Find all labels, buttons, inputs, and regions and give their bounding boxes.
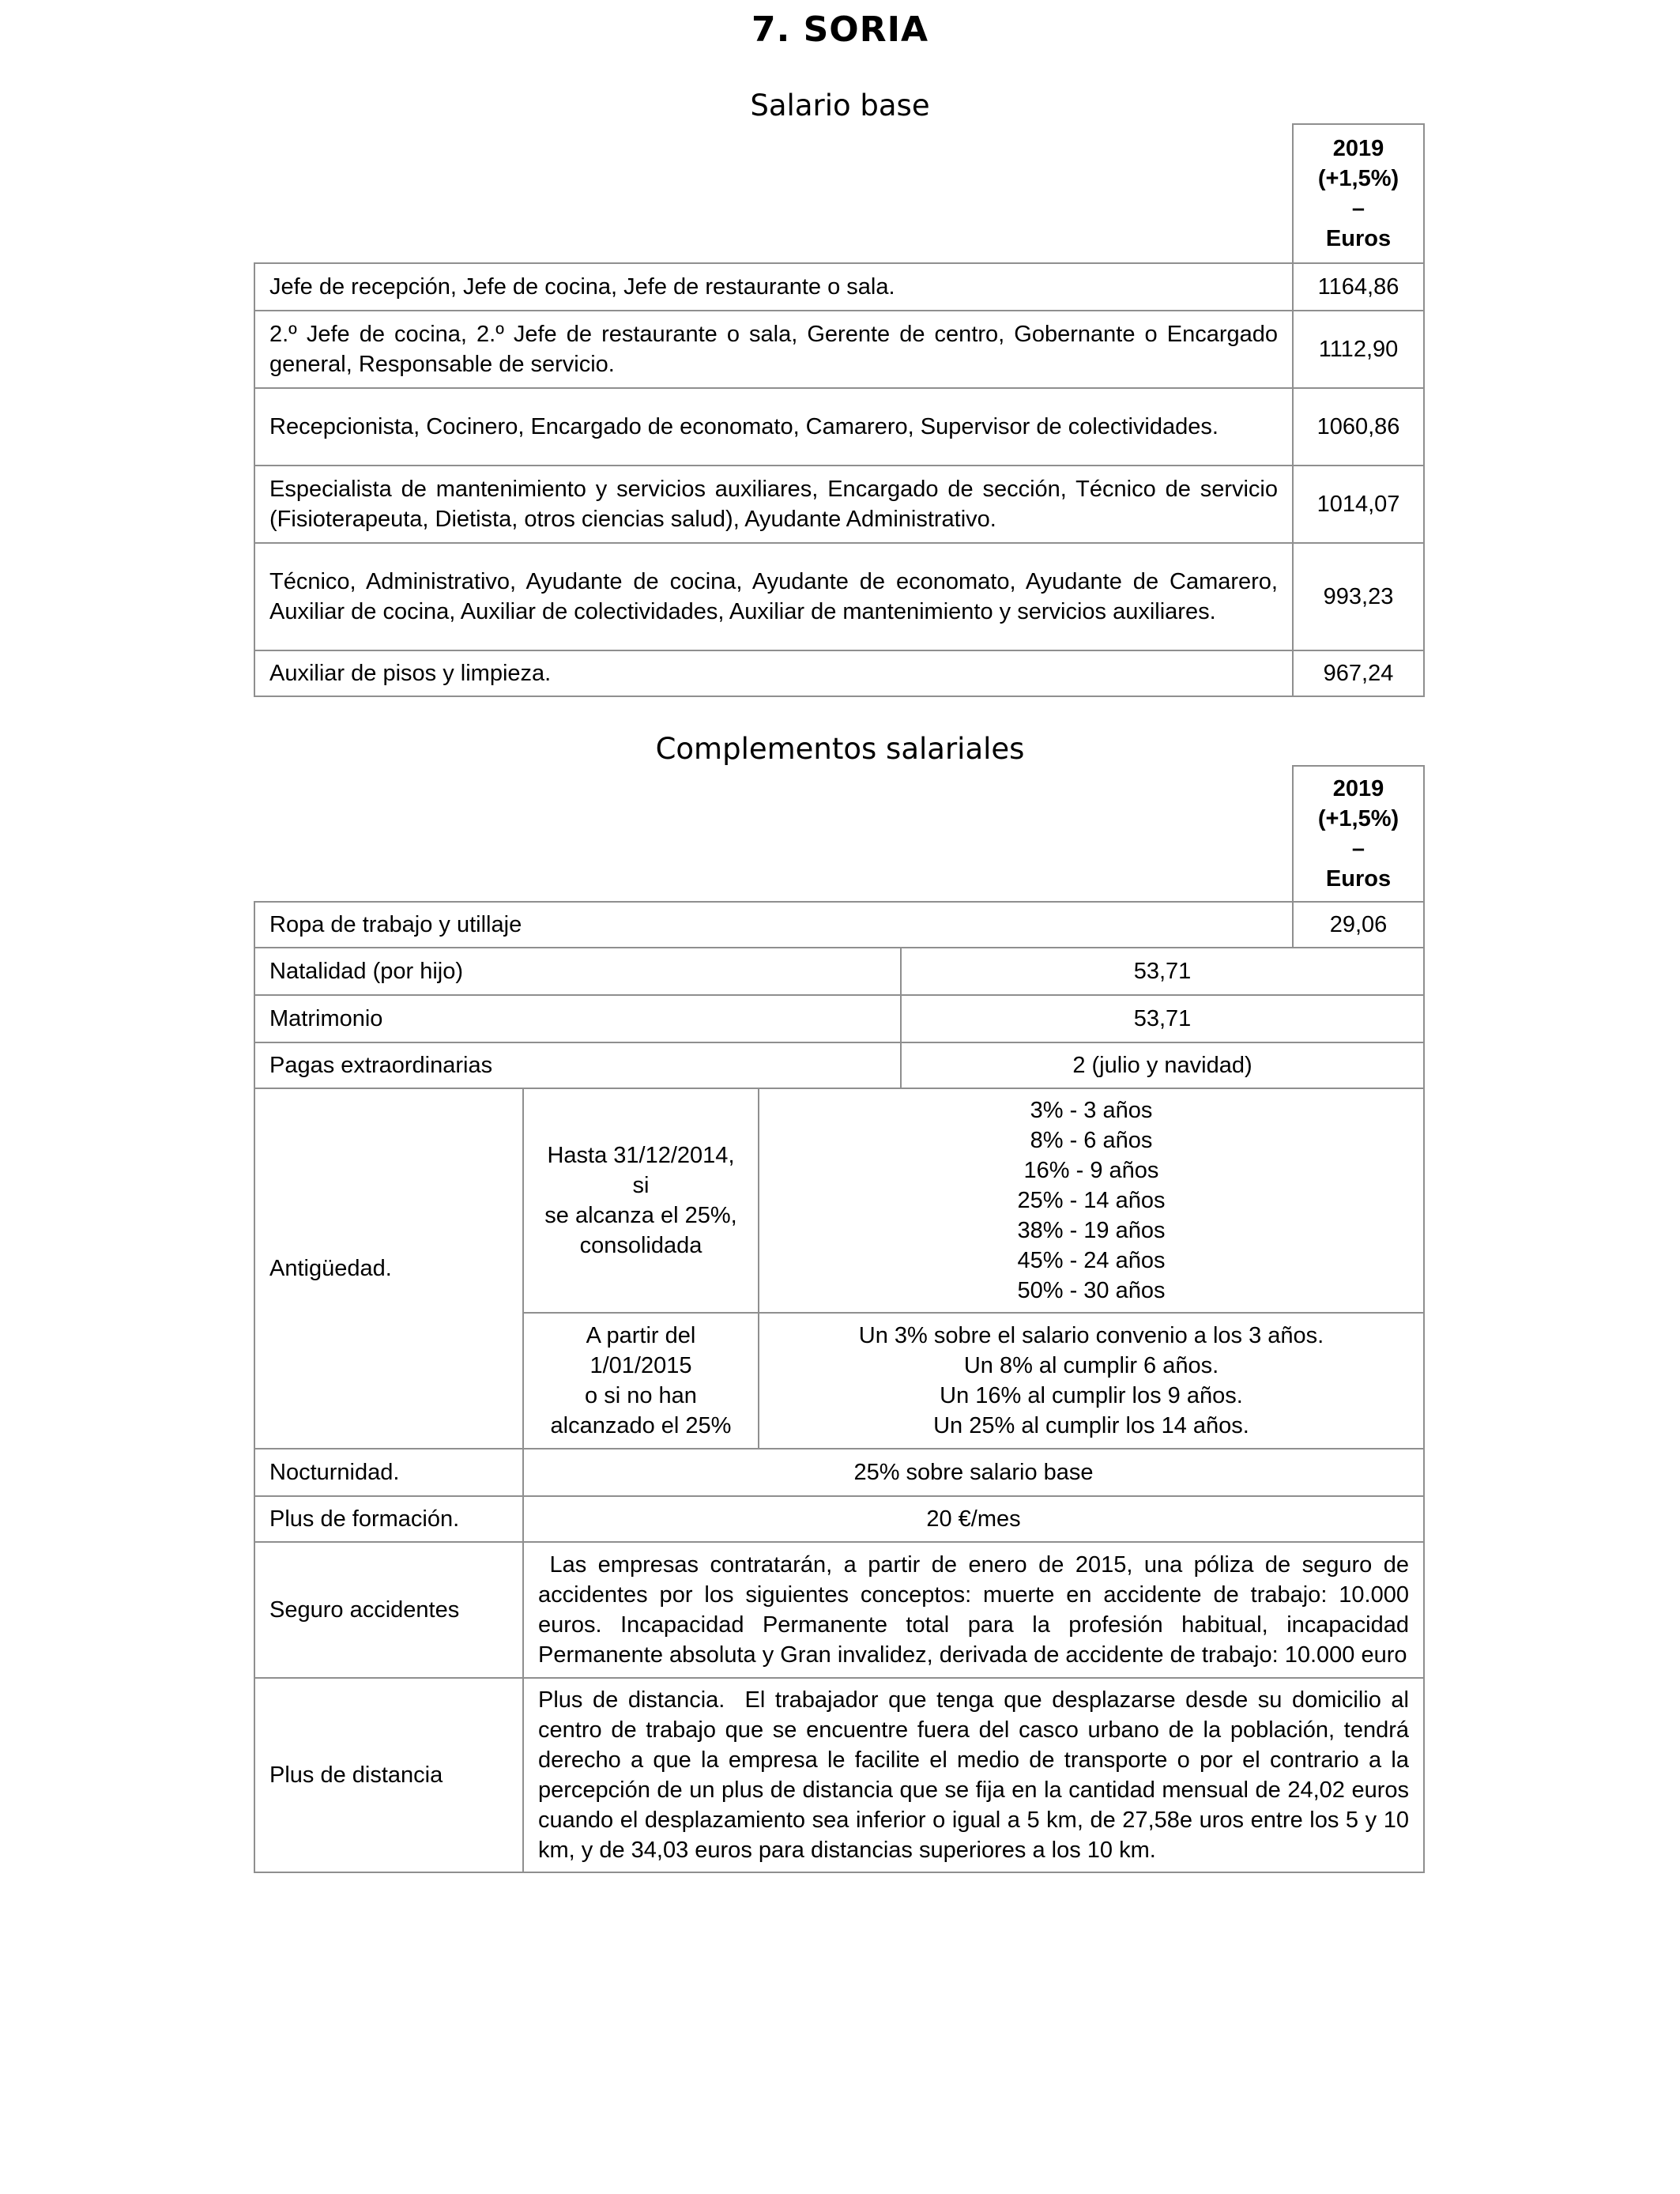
natalidad-value: 53,71: [901, 948, 1424, 995]
nocturnidad-value: 25% sobre salario base: [523, 1449, 1424, 1496]
page-title: 7. SORIA: [751, 9, 929, 50]
distancia-label: Plus de distancia: [254, 1678, 523, 1872]
nocturnidad-label: Nocturnidad.: [254, 1449, 523, 1496]
complementos-detail-table: [254, 1088, 1425, 1873]
pagas-label: Pagas extraordinarias: [254, 1042, 901, 1088]
natalidad-label: Natalidad (por hijo): [254, 948, 901, 995]
table-row: [254, 995, 1424, 1042]
table-row: [254, 1449, 1424, 1496]
matrimonio-label: Matrimonio: [254, 995, 901, 1042]
value-cell: 1164,86: [1293, 263, 1424, 311]
complementos-header-table: [254, 765, 1425, 948]
antiguedad-apartir-label: A partir del 1/01/2015 o si no han alcanzado el 25%: [523, 1313, 759, 1449]
category-cell: Recepcionista, Cocinero, Encargado de economato, Camarero, Supervisor de colectividades.: [254, 388, 1293, 466]
value-cell: 993,23: [1293, 543, 1424, 650]
salario-base-heading: Salario base: [750, 89, 930, 123]
table-row: [254, 263, 1424, 311]
table-row: [254, 650, 1424, 696]
category-cell: Especialista de mantenimiento y servicios auxiliares, Encargado de sección, Técnico de servicio (Fisioterapeuta, Dietista, otros ciencias salud), Ayudante Administrativo.: [254, 466, 1293, 543]
distancia-value: Plus de distancia. El trabajador que tenga que desplazarse desde su domicilio al centro de trabajo que se encuentre fuera del casco urbano de la población, tendrá derecho a que la empresa le facilite el medio de transporte o por el contrario a la percepción de un plus de distancia que se fija en la cantidad mensual de 24,02 euros cuando el desplazamiento sea inferior o igual a 5 km, de 27,58e uros entre los 5 y 10 km, y de 34,03 euros para distancias superiores a los 10 km.: [523, 1678, 1424, 1872]
category-cell: Jefe de recepción, Jefe de cocina, Jefe de restaurante o sala.: [254, 263, 1293, 311]
ropa-value: 29,06: [1293, 902, 1424, 948]
value-cell: 1060,86: [1293, 388, 1424, 466]
antiguedad-apartir-values: Un 3% sobre el salario convenio a los 3 años. Un 8% al cumplir 6 años. Un 16% al cumplir los 9 años. Un 25% al cumplir los 14 años.: [759, 1313, 1424, 1449]
table-row: [254, 1542, 1424, 1678]
table-row: [254, 388, 1424, 466]
seguro-label: Seguro accidentes: [254, 1542, 523, 1678]
header-blank-cell: [254, 766, 1293, 902]
complementos-simple-table: [254, 947, 1425, 1089]
table-row: [254, 1678, 1424, 1872]
table-row: [254, 948, 1424, 995]
year-column-header: 2019 (+1,5%) – Euros: [1293, 124, 1424, 263]
matrimonio-value: 53,71: [901, 995, 1424, 1042]
antiguedad-hasta-values: 3% - 3 años 8% - 6 años 16% - 9 años 25% - 14 años 38% - 19 años 45% - 24 años 50% - 30 años: [759, 1088, 1424, 1313]
table-row: [254, 902, 1424, 948]
value-cell: 1112,90: [1293, 311, 1424, 388]
antiguedad-hasta-label: Hasta 31/12/2014, si se alcanza el 25%, consolidada: [523, 1088, 759, 1313]
ropa-label: Ropa de trabajo y utillaje: [254, 902, 1293, 948]
table-row: [254, 1042, 1424, 1088]
value-cell: 1014,07: [1293, 466, 1424, 543]
pagas-value: 2 (julio y navidad): [901, 1042, 1424, 1088]
formacion-label: Plus de formación.: [254, 1496, 523, 1542]
formacion-value: 20 €/mes: [523, 1496, 1424, 1542]
table-row: [254, 1496, 1424, 1542]
table-row: [254, 466, 1424, 543]
seguro-value: Las empresas contratarán, a partir de enero de 2015, una póliza de seguro de accidentes por los siguientes conceptos: muerte en accidente de trabajo: 10.000 euros. Incapacidad Permanente total para la profesión habitual, incapacidad Permanente absoluta y Gran invalidez, derivada de accidente de trabajo: 10.000 euro: [523, 1542, 1424, 1678]
header-blank-cell: [254, 124, 1293, 263]
category-cell: Auxiliar de pisos y limpieza.: [254, 650, 1293, 696]
category-cell: Técnico, Administrativo, Ayudante de cocina, Ayudante de economato, Ayudante de Camarero, Auxiliar de cocina, Auxiliar de colectividades, Auxiliar de mantenimiento y servicios auxiliares.: [254, 543, 1293, 650]
antiguedad-label: Antigüedad.: [254, 1088, 523, 1449]
complementos-heading: Complementos salariales: [655, 732, 1025, 766]
category-cell: 2.º Jefe de cocina, 2.º Jefe de restaurante o sala, Gerente de centro, Gobernante o Encargado general, Responsable de servicio.: [254, 311, 1293, 388]
table-row: [254, 311, 1424, 388]
year-column-header: 2019 (+1,5%) – Euros: [1293, 766, 1424, 902]
table-row: [254, 1088, 1424, 1313]
value-cell: 967,24: [1293, 650, 1424, 696]
salario-base-table: [254, 123, 1425, 697]
table-row: [254, 543, 1424, 650]
